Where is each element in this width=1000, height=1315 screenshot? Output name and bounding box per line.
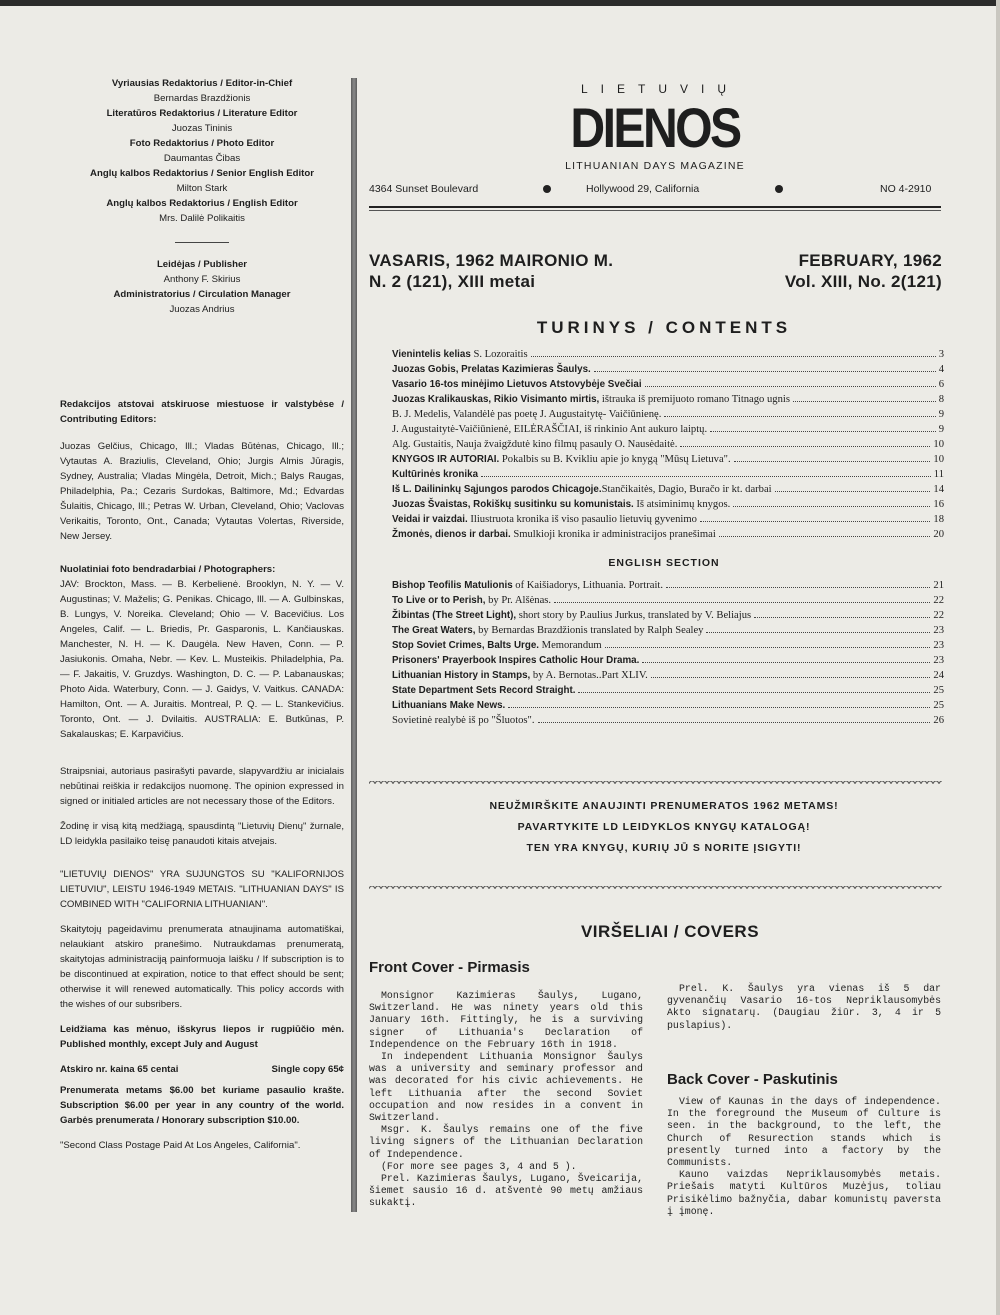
contents-page-number: 26 (933, 715, 944, 726)
dot-leader (664, 416, 935, 417)
street-address: 4364 Sunset Boulevard (369, 183, 479, 195)
contents-entry-detail: Pokalbis su B. Kvikliu apie jo knygą "Mūsų Lietuva". (499, 454, 731, 465)
masthead-column (60, 76, 344, 1153)
back-cover-heading: Back Cover - Paskutinis (667, 1071, 838, 1088)
cover-paragraph: View of Kaunas in the days of independence. In the foreground the Museum of Culture is seen. in the background, to the left, the Church of Resurection stands which is presently turned into a factory by the Communists. (667, 1096, 941, 1169)
cover-paragraph: Prel. Kazimieras Šaulys, Lugano, Šveicarija, šiemet sausio 16 d. atšventė 90 metų amžiaus sukaktį. (369, 1173, 643, 1209)
contents-entry-detail: Sovietinė realybė iš po "Šluotos". (392, 715, 535, 726)
contents-entry-detail: Smulkioji kronika ir administracijos pranešimai (510, 529, 716, 540)
contents-entry-keyword: Žibintas (The Street Light), (392, 610, 517, 621)
contents-entry-keyword: Juozas Kralikauskas, Rikio Visimanto mirtis, (392, 394, 600, 405)
magazine-tagline: LITHUANIAN DAYS MAGAZINE (565, 160, 745, 172)
contents-entry-title (392, 394, 790, 405)
subscription-rates: Prenumerata metams $6.00 bet kuriame pasaulio krašte. Subscription $6.00 per year in any country of the world. Garbės prenumerata / Honorary subscription $10.00. (60, 1085, 344, 1126)
staff-name: Bernardas Brazdžionis (153, 93, 251, 104)
postage-notice: "Second Class Postage Paid At Los Angeles, California". (60, 1140, 301, 1151)
contents-entry (392, 625, 944, 640)
staff-role: Administratorius / Circulation Manager (113, 289, 291, 300)
contents-page-number: 3 (938, 349, 944, 360)
contents-page-number: 24 (933, 670, 944, 681)
contents-entry-keyword: The Great Waters, (392, 625, 476, 636)
contents-entry-title (392, 595, 551, 606)
english-section-heading: ENGLISH SECTION (608, 557, 720, 569)
dot-leader (734, 461, 931, 462)
contents-entry-title (392, 580, 663, 591)
contents-entry-title (392, 349, 528, 360)
contents-entry-title (392, 469, 478, 480)
publication-frequency: Leidžiama kas mėnuo, išskyrus liepos ir rugpiūčio mėn. Published monthly, except July and August (60, 1024, 344, 1050)
contents-page-number: 21 (933, 580, 944, 591)
contents-entry (392, 670, 944, 685)
contents-page-number: 10 (933, 439, 944, 450)
staff-role: Literatūros Redaktorius / Literature Editor (106, 108, 298, 119)
issue-month-lt: VASARIS, 1962 MAIRONIO M. (369, 251, 614, 270)
contents-entry (392, 640, 944, 655)
contents-page-number: 25 (933, 685, 944, 696)
dot-leader (733, 506, 930, 507)
contents-entry-title (392, 655, 639, 666)
dot-leader (481, 476, 931, 477)
contents-entry-detail: Stančikaitės, Dagio, Buračo ir kt. darbai (601, 484, 772, 495)
contents-page-number: 8 (938, 394, 944, 405)
contents-entry-title (392, 409, 661, 420)
cover-paragraph: Kauno vaizdas Nepriklausomybės metais. Priešais matyti Kultūros Muzėjus, toliau Prisikėlimo bažnyčia, dabar komunistų paversta į įmonę. (667, 1169, 941, 1217)
dot-leader (666, 587, 930, 588)
dot-leader (710, 431, 936, 432)
contents-page-number: 11 (933, 469, 944, 480)
back-cover-text (667, 1096, 941, 1218)
contents-entry-detail: J. Augustaitytė-Vaičiūnienė, EILĖRAŠČIAI, iš rinkinio Ant aukuro laiptų. (392, 424, 708, 435)
dot-leader (651, 677, 931, 678)
dot-leader (554, 602, 930, 603)
dot-leader (578, 692, 930, 693)
cover-paragraph: (For more see pages 3, 4 and 5 ). (381, 1160, 577, 1172)
issue-date-lt (369, 250, 613, 292)
dot-leader (754, 617, 930, 618)
contents-heading: TURINYS / CONTENTS (536, 318, 792, 337)
logo-kicker: LIETUVIŲ (580, 82, 739, 96)
contents-entry (392, 610, 944, 625)
contents-entry (392, 364, 944, 379)
contents-entry-title (392, 670, 648, 681)
phone-number: NO 4-2910 (880, 183, 932, 195)
header-rule (369, 206, 941, 208)
dot-leader (594, 371, 936, 372)
contents-entry (392, 700, 944, 715)
magazine-logo: DIENOS (570, 96, 740, 159)
contents-page-number: 9 (938, 409, 944, 420)
staff-role: Foto Redaktorius / Photo Editor (129, 138, 275, 149)
contents-entry-keyword: Lithuanian History in Stamps, (392, 670, 531, 681)
contents-entry-detail: B. J. Medelis, Valandėlė pas poetę J. Augustaitytę- Vaičiūnienę. (392, 409, 662, 420)
contents-list-english (392, 580, 944, 730)
dot-leader (775, 491, 931, 492)
header-rule-thin (369, 210, 941, 211)
contents-entry-keyword: Kultūrinės kronika (392, 469, 479, 480)
staff-name: Daumantas Čibas (163, 153, 241, 164)
dot-leader (680, 446, 930, 447)
editors-block (60, 76, 344, 226)
bullet-dot (543, 185, 551, 193)
contents-page-number: 16 (933, 499, 944, 510)
contents-entry (392, 439, 944, 454)
photographers-heading: Nuolatiniai foto bendradarbiai / Photographers: (60, 564, 276, 575)
cover-paragraph: In independent Lithuania Monsignor Šaulys was a university and seminary professor and was decorated for his civic achievements. He left Lithuania after the second Soviet occupation and now resides in a convent in Switzerland. (369, 1051, 643, 1124)
dot-leader (719, 536, 931, 537)
divider-rule (175, 242, 229, 243)
contents-entry-title (392, 454, 731, 465)
contents-entry-detail: by Pr. Alšėnas. (485, 595, 552, 606)
contents-page-number: 14 (933, 484, 944, 495)
contents-page-number: 4 (938, 364, 944, 375)
contents-entry-keyword: Vienintelis kelias (392, 349, 471, 360)
contents-entry-title (392, 424, 707, 435)
contents-entry-title (392, 715, 535, 726)
contents-entry-keyword: Lithuanians Make News. (392, 700, 506, 711)
contents-entry-keyword: Juozas Švaistas, Rokiškų susitinku su komunistais. (392, 499, 634, 510)
contributing-editors-heading: Redakcijos atstovai atskiruose miestuose ir valstybėse / Contributing Editors: (60, 399, 344, 425)
single-copy-price (60, 1062, 344, 1077)
front-cover-text (369, 990, 643, 1210)
contents-entry-keyword: Prisoners' Prayerbook Inspires Catholic Hour Drama. (392, 655, 640, 666)
contents-page-number: 18 (933, 514, 944, 525)
contents-entry-keyword: To Live or to Perish, (392, 595, 486, 606)
contents-entry-title (392, 484, 772, 495)
cover-paragraph: Monsignor Kazimieras Šaulys, Lugano, Switzerland. He was ninety years old this January 16th. Fittingly, he is a surviving signer of Lithuania's Declaration of Independence on the February 16th in 1918. (369, 990, 643, 1050)
contents-entry-detail: ištrauka iš premijuoto romano Titnago ugnis (599, 394, 790, 405)
contents-entry-title (392, 700, 505, 711)
contents-entry-keyword: Juozas Gobis, Prelatas Kazimieras Šaulys. (392, 364, 591, 375)
contents-entry (392, 349, 944, 364)
issue-volume-en: Vol. XIII, No. 2(121) (784, 272, 942, 291)
reprint-notice: Žodinę ir visą kitą medžiagą, spausdintą "Lietuvių Dienų" žurnale, LD leidykla pasilaiko teisę panaudoti kitais atvejais. (60, 821, 344, 847)
promo-line: PAVARTYKITE LD LEIDYKLOS KNYGŲ KATALOGĄ! (517, 821, 811, 833)
dot-leader (706, 632, 930, 633)
contents-page-number: 9 (938, 424, 944, 435)
covers-heading: VIRŠELIAI / COVERS (580, 922, 760, 941)
staff-name: Milton Stark (176, 183, 228, 194)
staff-role: Vyriausias Redaktorius / Editor-in-Chief (111, 78, 293, 89)
dot-leader (605, 647, 931, 648)
contents-entry (392, 514, 944, 529)
subscription-notice: Skaitytojų pageidavimu prenumerata atnaujinama automatiškai, nelaukiant atskiro pranešimo. Nutraukdamas prenumeratą, skaitytojas administraciją painformuoja laišku / If subscription is to be discontinued at expiration, notice to that effect should be sent; otherwise it will renewed automatically. This policy accords with the wishes of our subsribers. (60, 924, 344, 1010)
single-copy-lt: Atskiro nr. kaina 65 centai (60, 1064, 179, 1075)
contents-entry-title (392, 514, 697, 525)
contents-entry (392, 655, 944, 670)
front-cover-lithuanian-note: Prel. K. Šaulys yra vienas iš 5 dar gyvenančių Vasario 16-tos Nepriklausomybės Akto signatarų. (Daugiau žiūr. 3, 4 ir 5 puslapius). (667, 983, 941, 1031)
contents-entry-detail: Iliustruota kronika iš viso pasaulio lietuvių gyvenimo (467, 514, 697, 525)
contents-page-number: 6 (938, 379, 944, 390)
contents-page-number: 23 (933, 625, 944, 636)
staff-name: Juozas Tininis (171, 123, 233, 134)
contents-page-number: 22 (933, 610, 944, 621)
opinion-disclaimer: Straipsniai, autoriaus pasirašyti pavarde, slapyvardžiu ar inicialais nebūtinai reiškia ir redakcijos nuomonę. The opinion expressed in signed or initialed articles are not necessary those of the Editors. (60, 766, 344, 807)
contents-entry-title (392, 529, 716, 540)
front-cover-heading: Front Cover - Pirmasis (369, 959, 530, 976)
bullet-dot (775, 185, 783, 193)
contents-entry-title (392, 439, 677, 450)
contents-entry-detail: by Bernardas Brazdžionis translated by Ralph Sealey (475, 625, 704, 636)
dot-leader (645, 386, 936, 387)
contents-entry (392, 424, 944, 439)
contents-entry (392, 484, 944, 499)
contents-entry-keyword: State Department Sets Record Straight. (392, 685, 576, 696)
contents-page-number: 22 (933, 595, 944, 606)
contents-entry (392, 499, 944, 514)
dot-leader (538, 722, 931, 723)
contents-entry-detail: Memorandum (539, 640, 602, 651)
dot-leader (700, 521, 930, 522)
contents-entry (392, 580, 944, 595)
contents-entry (392, 715, 944, 730)
staff-role: Anglų kalbos Redaktorius / Senior English Editor (90, 168, 314, 179)
contents-entry-title (392, 499, 730, 510)
dot-leader (793, 401, 936, 402)
vertical-divider (351, 78, 357, 1212)
photographers-list: JAV: Brockton, Mass. — B. Kerbelienė. Brooklyn, N. Y. — V. Augustinas; V. Maželis; G. Penikas. Chicago, Ill. — A. Gulbinskas, B. Lungys, V. Noreika. Cleveland; Ohio — V. Bacevičius. Los Angeles, Calif. — L. Briedis, Pr. Gasparonis, L. Kančiauskas. Manchester, N. H. — K. Daugėla. New Haven, Conn. — P. Jasiukonis. Omaha, Nebr. — Kev. L. Musteikis. Philadelphia, Pa. — F. Jakaitis, V. Gruzdys. Washington, D. C. — P. Labanauskas; Photo Aida. Waterbury, Conn. — J. Gaidys, V. Vaitkus. CANADA: Hamilton, Ont. — A. Juraitis. Montreal, P. Q. — L. Stankevičius. Toronto, Ont. — J. Dvilaitis. AUSTRALIA: E. Butkūnas, P. Sakalauskas; E. Karpavičius. (60, 579, 344, 740)
contents-entry-detail: S. Lozoraitis (470, 349, 528, 360)
wavy-rule (369, 883, 942, 889)
contents-entry (392, 409, 944, 424)
contents-entry (392, 685, 944, 700)
city-address: Hollywood 29, California (586, 183, 700, 195)
contents-entry-title (392, 640, 602, 651)
contents-entry-title (392, 379, 642, 390)
contents-entry (392, 394, 944, 409)
cover-paragraph: Msgr. K. Šaulys remains one of the five living signers of the Lithuanian Declaration of Independence. (369, 1124, 643, 1160)
staff-name: Mrs. Dalilė Polikaitis (159, 213, 245, 224)
contents-entry-keyword: Žmonės, dienos ir darbai. (392, 529, 511, 540)
contents-entry-detail: Iš atsiminimų knygos. (633, 499, 731, 510)
staff-role: Leidėjas / Publisher (156, 259, 248, 270)
contents-entry-keyword: Iš L. Dailininkų Sąjungos parodos Chicagoje. (392, 484, 602, 495)
contents-entry (392, 595, 944, 610)
publisher-block (60, 257, 344, 317)
single-copy-en: Single copy 65¢ (271, 1064, 344, 1075)
dot-leader (508, 707, 930, 708)
contents-entry-detail: of Kaišiadorys, Lithuania. Portrait. (512, 580, 663, 591)
merger-notice: "LIETUVIŲ DIENOS" YRA SUJUNGTOS SU "KALIFORNIJOS LIETUVIU", LEISTU 1946-1949 METAIS. "LITHUANIAN DAYS" IS COMBINED WITH "CALIFORNIA LITHUANIAN". (60, 869, 344, 910)
contents-entry-keyword: Stop Soviet Crimes, Balts Urge. (392, 640, 539, 651)
staff-role: Anglų kalbos Redaktorius / English Editor (106, 198, 298, 209)
wavy-rule (369, 778, 942, 784)
contents-entry (392, 529, 944, 544)
contents-page-number: 23 (933, 640, 944, 651)
issue-date-en (700, 250, 942, 292)
contents-entry (392, 454, 944, 469)
contents-entry-keyword: Veidai ir vaizdai. (392, 514, 468, 525)
contents-entry-title (392, 625, 703, 636)
contents-entry (392, 379, 944, 394)
contents-entry-title (392, 685, 575, 696)
issue-number-lt: N. 2 (121), XIII metai (369, 272, 536, 291)
contents-page-number: 20 (933, 529, 944, 540)
contents-entry-keyword: Vasario 16-tos minėjimo Lietuvos Atstovybėje Svečiai (392, 379, 642, 390)
contents-entry-keyword: Bishop Teofilis Matulionis (392, 580, 513, 591)
contents-page-number: 10 (933, 454, 944, 465)
top-edge-band (0, 0, 1000, 6)
contents-list-lithuanian (392, 349, 944, 544)
contents-entry (392, 469, 944, 484)
contents-entry-keyword: KNYGOS IR AUTORIAI. (392, 454, 500, 465)
promo-line: TEN YRA KNYGŲ, KURIŲ JŪ S NORITE ĮSIGYTI! (526, 842, 802, 854)
contents-page-number: 23 (933, 655, 944, 666)
staff-name: Juozas Andrius (169, 304, 235, 315)
front-cover-text-continued (667, 983, 941, 1032)
contributing-editors-list: Juozas Gelčius, Chicago, Ill.; Vladas Būtėnas, Chicago, Ill.; Vytautas A. Braziulis, Cleveland, Ohio; Jurgis Almis Jūragis, Sydney, Australia; Vladas Mingėla, Detroit, Mich.; Balys Raugas, Philadelphia, Pa.; Cezaris Surdokas, Baltimore, Md.; Edvardas Šulaitis, Chicago, Ill.; Petras W. Urban, Cleveland, Ohio; Vaclovas Verikaitis, Toronto, Ont., Canada; Vytautas Volertas, Riverside, New Jersey. (60, 441, 344, 542)
contents-entry-detail: Alg. Gustaitis, Nauja žvaigždutė kino filmų pasauly O. Nausėdaitė. (392, 439, 678, 450)
contents-page-number: 25 (933, 700, 944, 711)
dot-leader (531, 356, 936, 357)
contents-entry-detail: by A. Bernotas..Part XLIV. (530, 670, 648, 681)
issue-month-en: FEBRUARY, 1962 (798, 251, 942, 270)
right-edge-shadow (996, 0, 1000, 1315)
contents-entry-title (392, 610, 751, 621)
staff-name: Anthony F. Skirius (163, 274, 241, 285)
promo-line: NEUŽMIRŠKITE ANAUJINTI PRENUMERATOS 1962 METAMS! (489, 800, 839, 812)
contents-entry-title (392, 364, 591, 375)
dot-leader (642, 662, 930, 663)
contents-entry-detail: short story by P.aulius Jurkus, translated by V. Beliajus (516, 610, 752, 621)
